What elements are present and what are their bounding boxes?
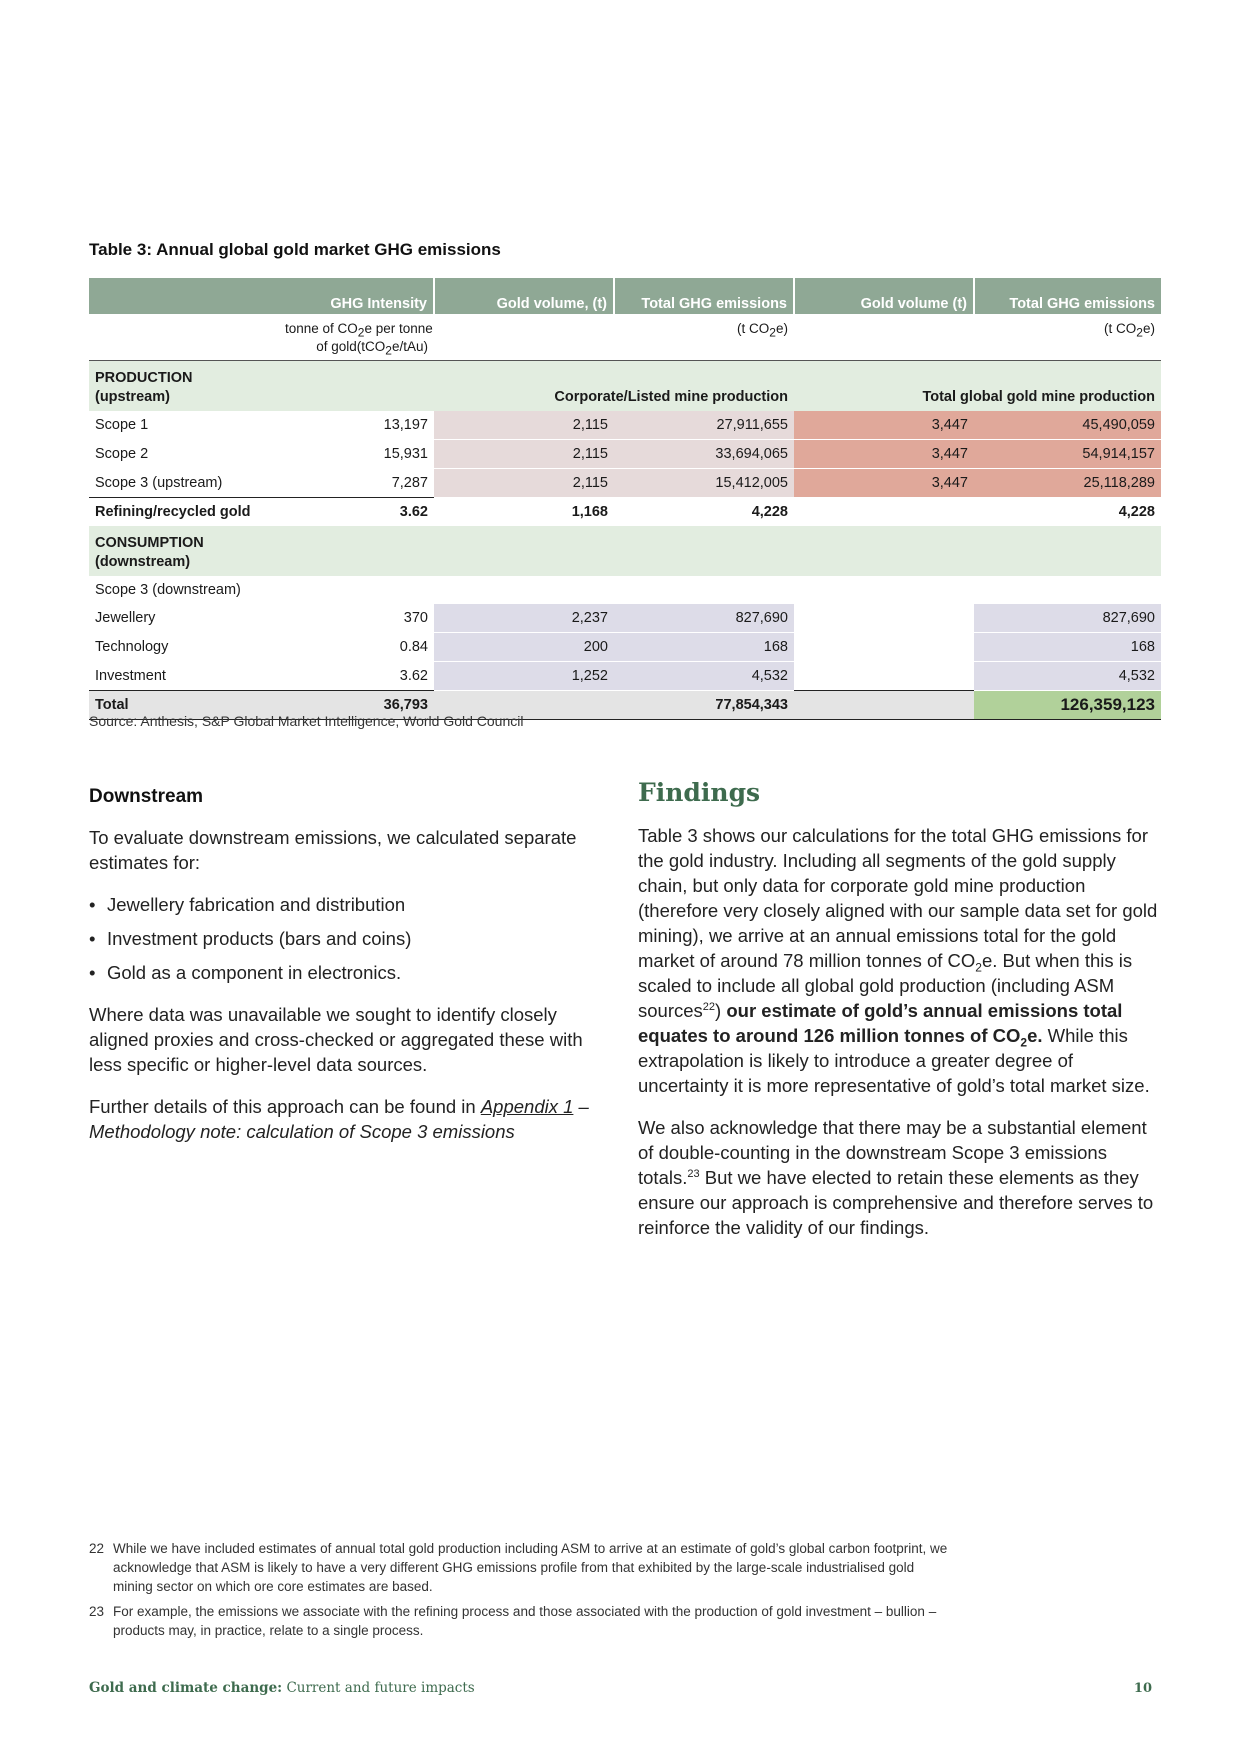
table-header-row [89, 278, 1161, 314]
downstream-heading: Downstream [89, 786, 204, 807]
findings-para2: We also acknowledge that there may be a substantial element of double-counting in the downstream Scope 3 emissions totals.$^{23}$ But we have elected to retain these elements as they ensure our approach is comprehensive and therefore serves to reinforce the validity of our findings. [638, 1117, 1154, 1238]
appendix-link[interactable]: Appendix 1 [480, 1096, 574, 1117]
global-production-header: Total global gold mine production [794, 361, 1161, 412]
intensity-units: tonne of $CO_2e$ per tonne of gold(tCO$_2$e/tAu) [279, 314, 434, 361]
footnote: 23 For example, the emissions we associate with the refining process and those associated with the production of gold investment – bullion – products may, in practice, relate to a single process. [89, 1604, 937, 1638]
table-row: Scope 2 15,931 2,115 33,694,065 3,447 54,914,157 [89, 440, 1161, 469]
refining-row: Refining/recycled gold 3.62 1,168 4,228 4,228 [89, 498, 1161, 527]
table-row: Scope 3 (upstream) 7,287 2,115 15,412,005 3,447 25,118,289 [89, 469, 1161, 498]
findings-para1: Table 3 shows our calculations for the total GHG emissions for the gold industry. Including all segments of the gold supply chain, but only data for corporate gold mine production (therefore very closely aligned with our sample data set for gold mining), we arrive at an annual emissions total for the gold market of around 78 million tonnes of $CO_2e$. But when this is scaled to include all global gold production (including ASM sources$^{22}$) our estimate of gold’s annual emissions total equates to around 126 million tonnes of $CO_2e$. While this extrapolation is likely to introduce a greater degree of uncertainty it is more representative of gold’s total market size. [638, 825, 1158, 1096]
consumption-section-row [89, 526, 1161, 576]
page-number: 10 [1133, 1681, 1152, 1696]
downstream-para2: Where data was unavailable we sought to identify closely aligned proxies and cross-checked or aggregated these with less specific or higher-level data sources. [89, 1004, 583, 1075]
downstream-para3: Further details of this approach can be found in Appendix 1 – Methodology note: calculation of Scope 3 emissions [89, 1096, 589, 1142]
list-item: • Jewellery fabrication and distribution [89, 892, 609, 917]
table-row: Scope 3 (downstream) [95, 582, 241, 598]
table-title: Table 3: Annual global gold market GHG emissions [89, 240, 501, 259]
header-cell-empty [89, 278, 279, 314]
grand-total-cell: 126,359,123 [974, 691, 1161, 720]
downstream-column [89, 780, 609, 1161]
downstream-intro: To evaluate downstream emissions, we calculated separate estimates for: [89, 827, 577, 873]
header-gold-volume-corp: Gold volume, (t) [434, 278, 614, 314]
production-section-row [89, 361, 1161, 412]
table-row: Jewellery 370 2,237 827,690 827,690 [89, 604, 1161, 633]
footnote: 22 While we have included estimates of annual total gold production including ASM to arrive at an estimate of gold’s global carbon footprint, we acknowledge that ASM is likely to have a very different GHG emissions profile from that exhibited by the large-scale industrialised gold mining sector on which ore core estimates are based. [89, 1541, 948, 1594]
table-row: Scope 1 13,197 2,115 27,911,655 3,447 45,490,059 [89, 411, 1161, 440]
list-item: • Gold as a component in electronics. [89, 960, 609, 985]
ghg-emissions-table [89, 278, 1161, 720]
total-row: Total 36,793 77,854,343 126,359,123 [89, 691, 1161, 720]
production-label: PRODUCTION (upstream) [89, 361, 279, 412]
units-row [89, 314, 1161, 361]
header-gold-volume-global: Gold volume (t) [794, 278, 974, 314]
downstream-bullet-list [89, 892, 609, 985]
footnotes [89, 1539, 949, 1646]
findings-column [638, 780, 1158, 1257]
table-row: Investment 3.62 1,252 4,532 4,532 [89, 662, 1161, 691]
header-ghg-intensity: GHG Intensity [279, 278, 434, 314]
table-row: Technology 0.84 200 168 168 [89, 633, 1161, 662]
header-total-ghg-global: Total GHG emissions [974, 278, 1161, 314]
header-total-ghg-corp: Total GHG emissions [614, 278, 794, 314]
footer-title: Gold and climate change: Current and future impacts [89, 1680, 475, 1696]
emissions-units-corp: (t $CO_2e$) [614, 314, 794, 361]
emissions-units-global: (t $CO_2e$) [974, 314, 1161, 361]
table-source: Source: Anthesis, S&P Global Market Intelligence, World Gold Council [89, 713, 524, 729]
consumption-label: CONSUMPTION (downstream) [89, 526, 279, 576]
list-item: • Investment products (bars and coins) [89, 926, 609, 951]
corporate-production-header: Corporate/Listed mine production [434, 361, 794, 412]
findings-heading: Findings [638, 778, 761, 807]
